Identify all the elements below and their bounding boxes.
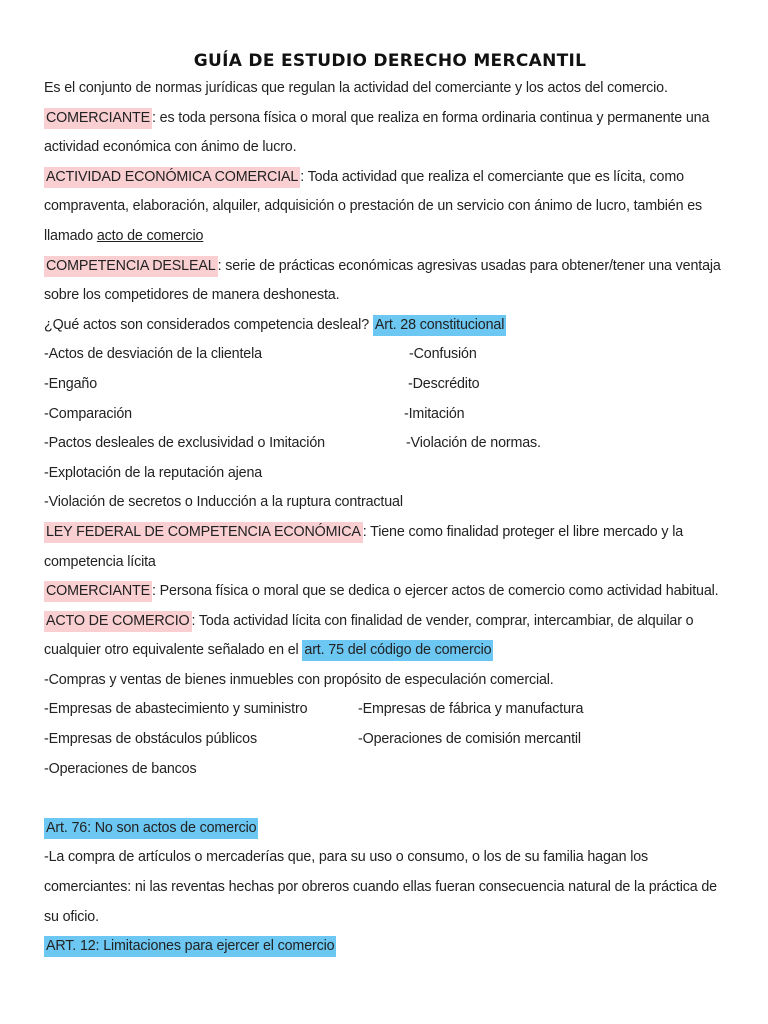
- acto-definition-line-1: [44, 607, 734, 637]
- ley-term: LEY FEDERAL DE COMPETENCIA ECONÓMICA: [44, 522, 363, 543]
- ley-definition-line-1: [44, 518, 734, 548]
- list-row: [44, 725, 734, 755]
- actividad-definition-text: : Toda actividad que realiza el comerciante que es lícita, como: [300, 168, 684, 185]
- comerciante-definition-line-2: actividad económica con ánimo de lucro.: [44, 139, 297, 156]
- document-page: [44, 48, 734, 962]
- list-item-right: -Imitación: [404, 405, 465, 422]
- comerciante-2-definition-line: [44, 577, 734, 607]
- ley-definition-text: : Tiene como finalidad proteger el libre mercado y la: [362, 523, 684, 540]
- list-item-left: -Pactos desleales de exclusividad o Imitación: [44, 435, 325, 452]
- art-12-heading: ART. 12: Limitaciones para ejercer el comercio: [44, 936, 336, 957]
- comerciante-term: COMERCIANTE: [44, 108, 152, 129]
- ley-definition-line-2: competencia lícita: [44, 553, 156, 570]
- acto-term: ACTO DE COMERCIO: [44, 611, 192, 632]
- art-76-heading: Art. 76: No son actos de comercio: [44, 818, 258, 839]
- art-76-line-2: comerciantes: ni las reventas hechas por obreros cuando ellas fueran consecuencia natural de la práctica de: [44, 879, 717, 896]
- art-12-heading-line: [44, 932, 734, 962]
- list-item-right: -Empresas de fábrica y manufactura: [358, 701, 584, 718]
- list-row: [44, 400, 734, 430]
- list-row: [44, 429, 734, 459]
- list-item-left: -Empresas de obstáculos públicos: [44, 731, 257, 748]
- list-item: -Violación de secretos o Inducción a la ruptura contractual: [44, 494, 403, 511]
- acto-line-2-prefix: cualquier otro equivalente señalado en el: [44, 642, 303, 659]
- art-75-reference: art. 75 del código de comercio: [302, 640, 493, 661]
- list-item-right: -Operaciones de comisión mercantil: [358, 731, 581, 748]
- list-item-right: -Descrédito: [408, 375, 480, 392]
- acto-de-comercio-underlined: acto de comercio: [96, 227, 204, 244]
- art-76-line-1: -La compra de artículos o mercaderías que, para su uso o consumo, o los de su familia hagan los: [44, 849, 649, 866]
- list-item-right: -Violación de normas.: [406, 435, 541, 452]
- list-item-left: -Engaño: [44, 375, 98, 392]
- list-row: [44, 370, 734, 400]
- intro-line: Es el conjunto de normas jurídicas que regulan la actividad del comerciante y los actos del comercio.: [44, 80, 668, 96]
- list-item-right: -Confusión: [409, 346, 477, 363]
- actividad-term: ACTIVIDAD ECONÓMICA COMERCIAL: [44, 167, 300, 188]
- competencia-term: COMPETENCIA DESLEAL: [44, 256, 218, 277]
- list-item-left: -Comparación: [44, 405, 132, 422]
- actividad-definition-line-2: compraventa, elaboración, alquiler, adquisición o prestación de un servicio con ánimo de lucro, también es: [44, 198, 703, 215]
- list-item: -Operaciones de bancos: [44, 760, 197, 777]
- acto-definition-line-2: [44, 636, 734, 666]
- actividad-line-3-prefix: llamado: [44, 227, 97, 244]
- acto-definition-text: : Toda actividad lícita con finalidad de vender, comprar, intercambiar, de alquilar o: [191, 612, 694, 629]
- actividad-definition-line-1: [44, 163, 734, 193]
- art-76-line-3: su oficio.: [44, 908, 99, 925]
- competencia-definition-line-2: sobre los competidores de manera deshonesta.: [44, 287, 340, 304]
- competencia-definition-text: : serie de prácticas económicas agresivas usadas para obtener/tener una ventaja: [217, 257, 721, 274]
- list-row: [44, 695, 734, 725]
- competencia-question-line: [44, 311, 734, 341]
- list-row: [44, 340, 734, 370]
- comerciante-definition-text: : es toda persona física o moral que realiza en forma ordinaria continua y permanente una: [152, 109, 710, 126]
- art-76-heading-line: [44, 814, 734, 844]
- blank-line: [44, 784, 734, 814]
- competencia-definition-line-1: [44, 252, 734, 282]
- comerciante-2-definition-text: : Persona física o moral que se dedica o ejercer actos de comercio como actividad habitual.: [152, 583, 719, 600]
- list-item-left: -Actos de desviación de la clientela: [44, 346, 262, 363]
- comerciante-2-term: COMERCIANTE: [44, 581, 152, 602]
- art-28-reference: Art. 28 constitucional: [373, 315, 506, 336]
- list-item-left: -Empresas de abastecimiento y suministro: [44, 701, 308, 718]
- comerciante-definition-line-1: [44, 104, 734, 134]
- list-item: -Compras y ventas de bienes inmuebles con propósito de especulación comercial.: [44, 671, 554, 688]
- competencia-question: ¿Qué actos son considerados competencia desleal?: [44, 316, 373, 333]
- actividad-definition-line-3: [44, 222, 734, 252]
- document-title: GUÍA DE ESTUDIO DERECHO MERCANTIL: [193, 51, 587, 71]
- list-item: -Explotación de la reputación ajena: [44, 464, 263, 481]
